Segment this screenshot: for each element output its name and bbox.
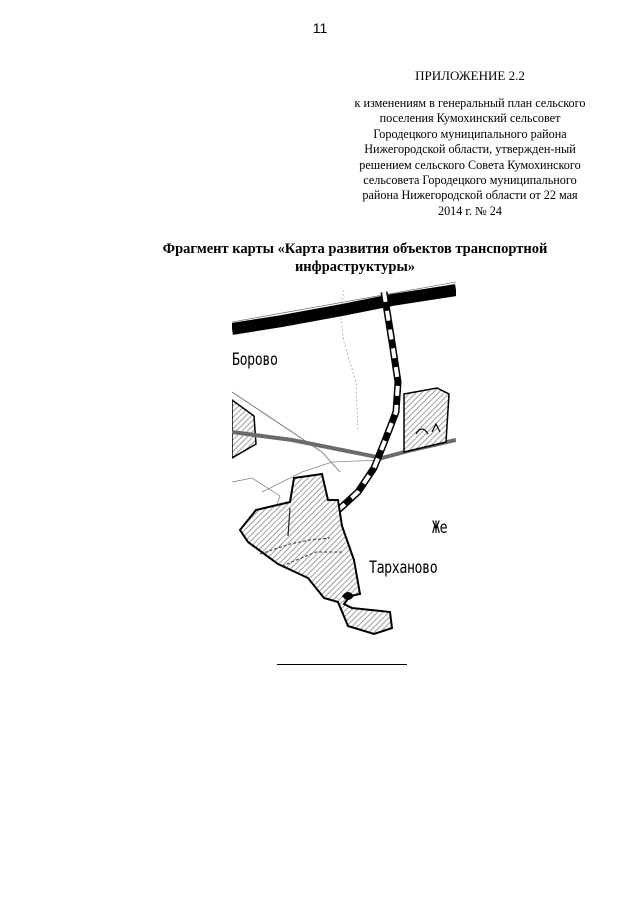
map-label-tarkhanovo: Тарханово (369, 558, 438, 578)
appendix-line: к изменениям в генеральный план сельского (354, 96, 586, 110)
map-label-zhe: Же (432, 518, 448, 538)
appendix-line: района Нижегородской области от 22 мая (362, 188, 578, 203)
appendix-line: поселения Кумохинский сельсовет (379, 111, 561, 126)
fragment-title-line: Фрагмент карты «Карта развития объектов транспортной (162, 241, 548, 257)
map-drawing (232, 282, 456, 644)
main-road-edge (232, 282, 456, 322)
appendix-line: 2014 г. № 24 (437, 203, 502, 218)
map-label-borovo: Борово (232, 350, 278, 370)
map-fragment (232, 282, 456, 644)
railway-dashes (316, 292, 398, 528)
settlement-area-borovo (232, 400, 256, 458)
appendix-line: Нижегородской области, утвержден-ный (364, 142, 576, 157)
appendix-title: ПРИЛОЖЕНИЕ 2.2 (415, 68, 525, 83)
appendix-line: Городецкого муниципального района (373, 126, 567, 141)
settlement-area-tarkhanovo (240, 474, 392, 634)
main-road (232, 290, 456, 329)
fragment-title (120, 240, 590, 276)
appendix-line: сельсовета Городецкого муниципального (363, 173, 577, 188)
appendix-block (340, 68, 600, 219)
fragment-title-line: инфраструктуры» (294, 259, 416, 275)
appendix-line: решением сельского Совета Кумохинского (359, 157, 581, 172)
divider-line (277, 664, 407, 665)
settlement-area-east (404, 388, 449, 452)
page-number: 11 (312, 20, 328, 36)
